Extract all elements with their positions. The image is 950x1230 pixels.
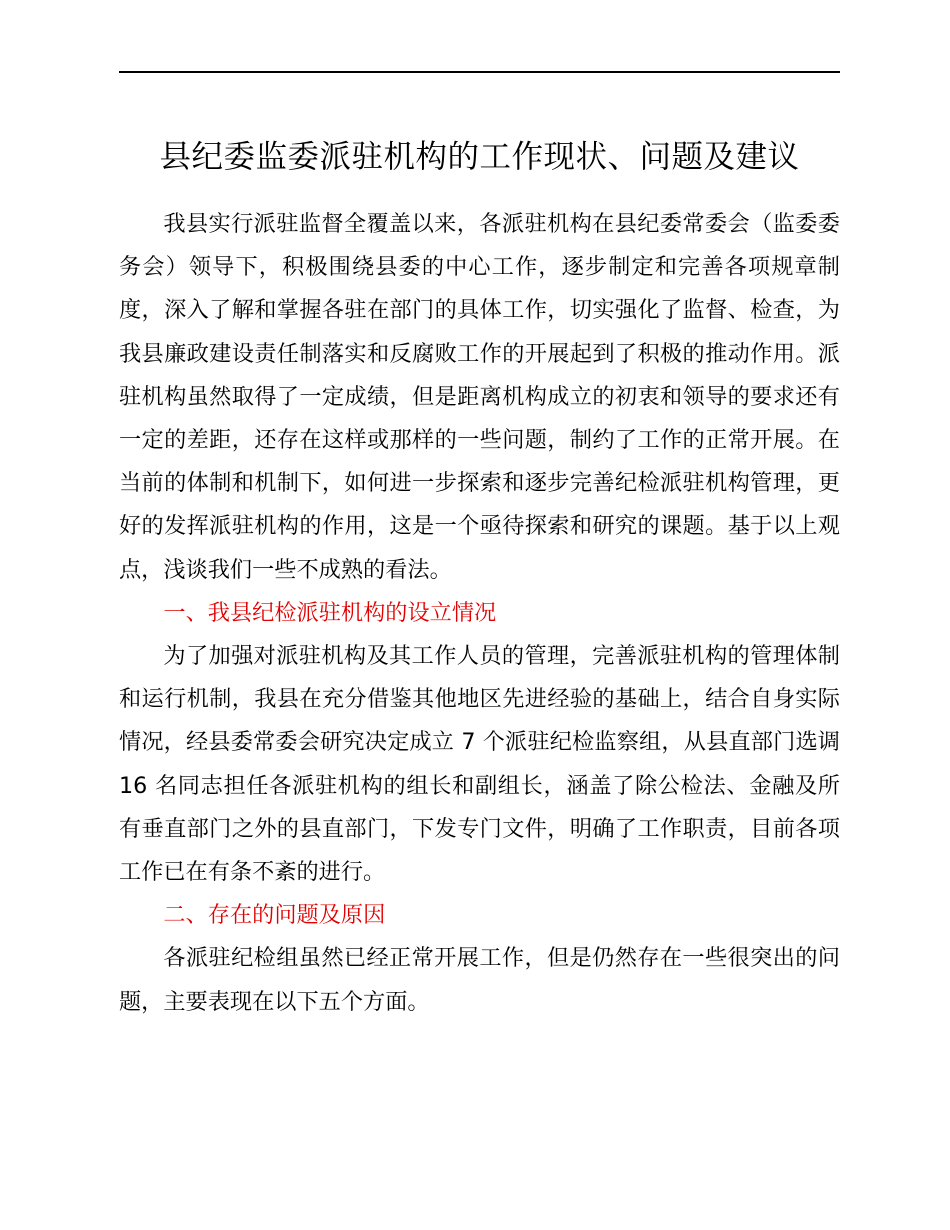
header-rule — [119, 71, 840, 73]
section-2-paragraph: 各派驻纪检组虽然已经正常开展工作，但是仍然存在一些很突出的问题，主要表现在以下五个方面。 — [119, 945, 840, 1015]
intro-paragraph: 我县实行派驻监督全覆盖以来，各派驻机构在县纪委常委会（监委委务会）领导下，积极围绕县委的中心工作，逐步制定和完善各项规章制度，深入了解和掌握各驻在部门的具体工作，切实强化了监督、检查，为我县廉政建设责任制落实和反腐败工作的开展起到了积极的推动作用。派驻机构虽然取得了一定成绩，但是距离机构成立的初衷和领导的要求还有一定的差距，还存在这样或那样的一些问题，制约了工作的正常开展。在当前的体制和机制下，如何进一步探索和逐步完善纪检派驻机构管理，更好的发挥派驻机构的作用，这是一个亟待探索和研究的课题。基于以上观点，浅谈我们一些不成熟的看法。 — [119, 211, 840, 583]
section-2-heading: 二、存在的问题及原因 — [163, 902, 386, 929]
document-title: 县纪委监委派驻机构的工作现状、问题及建议 — [159, 139, 800, 175]
section-1-paragraph: 为了加强对派驻机构及其工作人员的管理，完善派驻机构的管理体制和运行机制，我县在充分借鉴其他地区先进经验的基础上，结合自身实际情况，经县委常委会研究决定成立 7 个派驻纪检监察组，从县直部门选调 16 名同志担任各派驻机构的组长和副组长，涵盖了除公检法、金融及所有垂直部门之外的县直部门，下发专门文件，明确了工作职责，目前各项工作已在有条不紊的进行。 — [119, 643, 840, 886]
section-1-heading: 一、我县纪检派驻机构的设立情况 — [163, 599, 497, 626]
document-body — [119, 203, 840, 1024]
